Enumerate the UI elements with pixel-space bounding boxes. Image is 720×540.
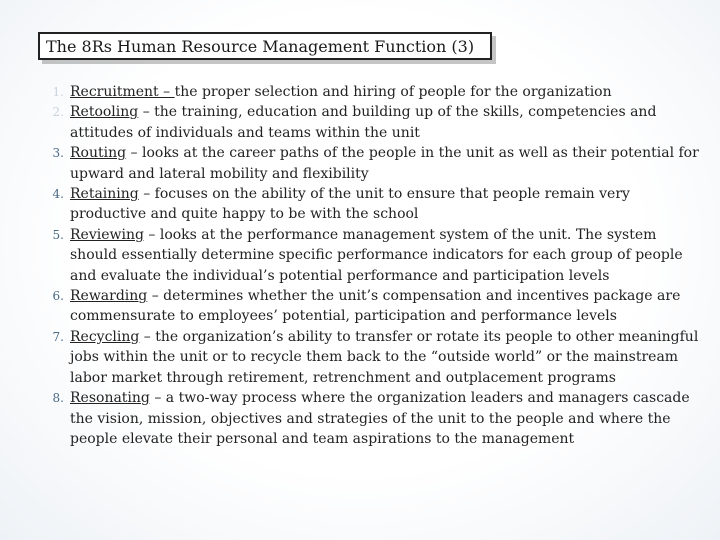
item-term: Resonating [70,390,150,407]
item-term: Retaining [70,186,139,203]
item-term: Recruitment – [70,84,175,100]
item-term: Recycling [70,328,140,345]
item-description: – a two-way process where the organization leaders and managers cascade the vision, mission, objectives and strategies of the unit to the people and where the people elevate their personal and team aspirations to the management [70,390,690,447]
list-item [42,388,702,449]
title-box [38,32,492,60]
slide-title: The 8Rs Human Resource Management Function (3) [46,37,475,56]
list-item [42,327,702,388]
item-description: – looks at the career paths of the people in the unit as well as their potential for upward and lateral mobility and flexibility [70,145,699,182]
item-number: 3. [52,146,64,161]
item-term: Rewarding [70,288,148,305]
item-number: 2. [52,105,64,120]
list-item [42,143,702,184]
item-description: – the organization’s ability to transfer or rotate its people to other meaningful jobs within the unit or to recycle them back to the “outside world” or the mainstream labor market through retirement, retrenchment and outplacement programs [70,328,699,386]
rs-list [42,82,702,449]
item-description: – focuses on the ability of the unit to ensure that people remain very productive and quite happy to be with the school [70,186,630,223]
item-term: Routing [70,145,127,162]
item-number: 7. [52,329,64,344]
list-item [42,286,702,327]
item-number: 4. [52,187,64,202]
item-number: 5. [52,227,64,242]
list-item [42,225,702,286]
list-item [42,184,702,225]
item-number: 8. [52,391,64,406]
item-term: Reviewing [70,226,144,243]
item-term: Retooling [70,104,139,121]
item-description: – determines whether the unit’s compensation and incentives package are commensurate to employees’ potential, participation and performance levels [70,288,681,325]
list-item [42,102,702,143]
item-number: 1. [52,85,64,99]
item-description: – looks at the performance management system of the unit. The system should essentially determine specific performance indicators for each group of people and evaluate the individual’s potential performance and participation levels [70,226,683,284]
list-item [42,82,702,102]
item-description: the proper selection and hiring of people for the organization [174,84,612,100]
item-number: 6. [52,289,64,304]
item-description: – the training, education and building up of the skills, competencies and attitudes of individuals and teams within the unit [70,104,657,141]
